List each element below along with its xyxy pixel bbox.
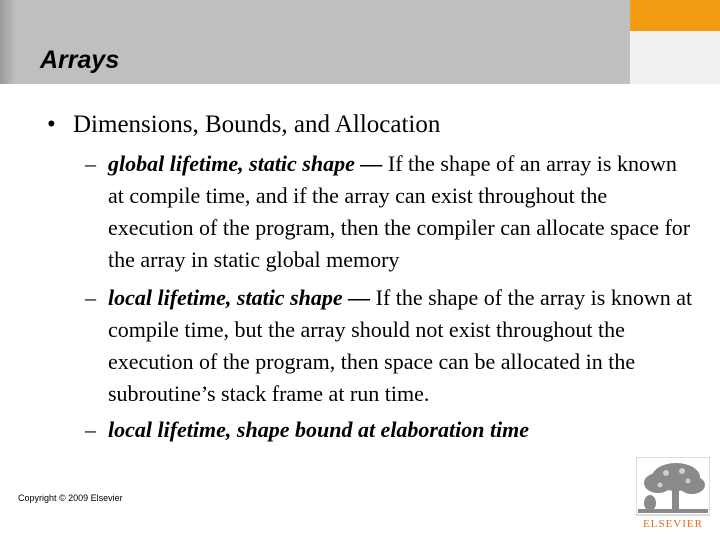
sub-marker: –: [85, 285, 96, 310]
main-bullet: [47, 111, 440, 139]
sub-bullet-2: [85, 282, 695, 410]
sub-bullet-1: [85, 148, 695, 276]
sub-term: local lifetime, static shape: [108, 285, 343, 310]
sub-term: local lifetime, shape bound at elaboration time: [108, 417, 530, 442]
bullet-text: Dimensions, Bounds, and Allocation: [73, 111, 441, 138]
sub-marker: –: [85, 417, 96, 442]
sub-separator: —: [354, 151, 388, 176]
sub-description: If the shape of the array is known at compile time, but the array should not exist throughout the execution of the program, then space can be allocated in the subroutine’s stack frame at run time.: [108, 285, 693, 406]
sub-bullet-3: [85, 414, 695, 446]
bullet-marker: •: [47, 111, 56, 138]
sub-term: global lifetime, static shape: [108, 151, 355, 176]
copyright-text: Copyright © 2009 Elsevier: [18, 493, 123, 503]
elsevier-logo-text: ELSEVIER: [643, 518, 703, 530]
sub-separator: —: [342, 285, 376, 310]
sub-marker: –: [85, 151, 96, 176]
title-bar-shade: [0, 0, 16, 84]
slide-title: Arrays: [40, 46, 120, 74]
accent-strip: [630, 31, 720, 84]
accent-block: [630, 0, 720, 31]
sub-description: If the shape of an array is known at compile time, and if the array can exist throughout the execution of the program, then the compiler can allocate space for the array in static global memory: [108, 151, 691, 272]
